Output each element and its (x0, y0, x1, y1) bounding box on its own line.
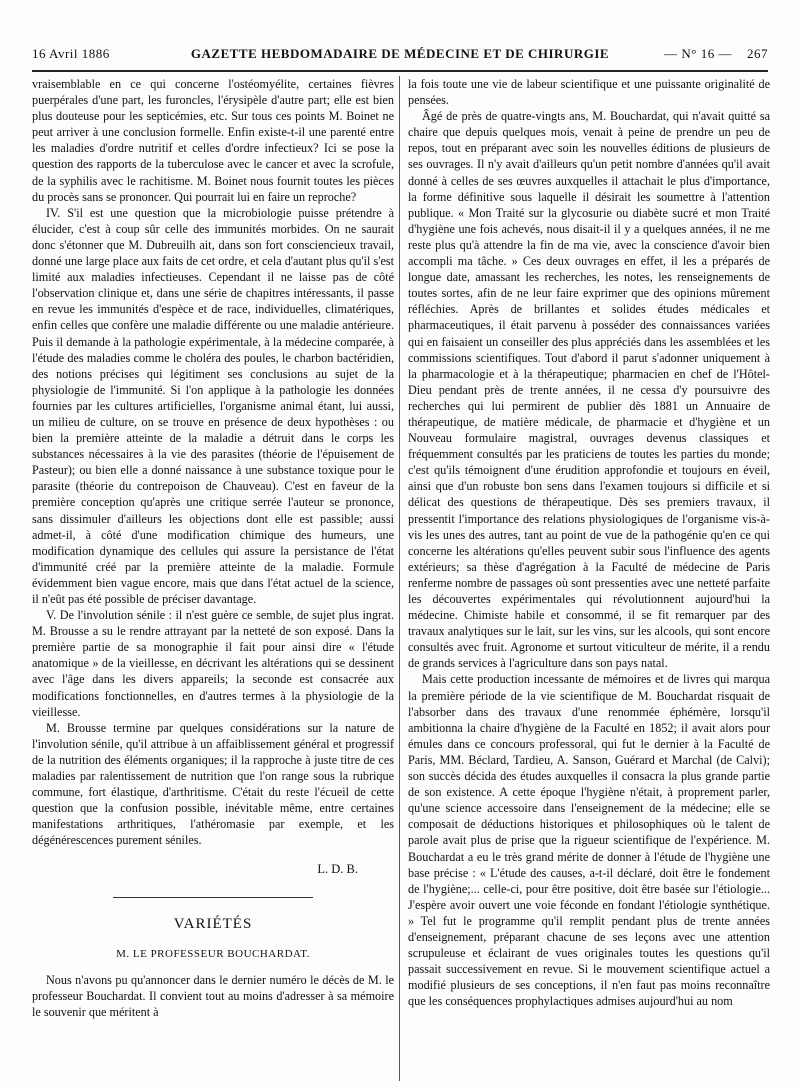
section-title: VARIÉTÉS (173, 915, 253, 932)
journal-title: GAZETTE HEBDOMADAIRE DE MÉDECINE ET DE CHIRURGIE (190, 46, 610, 61)
left-column (32, 76, 394, 1081)
page-header (32, 46, 768, 64)
issue-date: 16 Avril 1886 (32, 46, 110, 61)
header-rule (32, 70, 768, 72)
signature: L. D. B. (317, 861, 358, 876)
issue-number: — N° 16 — (664, 46, 732, 61)
right-column (408, 76, 770, 1081)
paragraph: V. De l'involution sénile : il n'est guère ce semble, de sujet plus ingrat. M. Brousse a su le rendre attrayant par la netteté de son exposé. Dans la première partie de sa monographie il fait pour ainsi dire « l'étude anatomique » de la vieillesse, en décrivant les altérations qui se dessinent avec l'âge dans les divers appareils; la seconde est consacrée aux modifications fonctionnelles, en d'autres termes à la physiologie de la vieillesse. (32, 608, 394, 719)
page-number: 267 (747, 46, 768, 61)
paragraph: la fois toute une vie de labeur scientifique et une puissante originalité de pensées. (408, 77, 770, 108)
paragraph: vraisemblable en ce qui concerne l'ostéomyélite, certaines fièvres puerpérales d'une part, les furoncles, l'érysipèle d'autre part; elle est bien plus douteuse pour les septicémies, etc. Sur tous ces points M. Boinet ne peut arriver à une conclusion formelle. Enfin existe-t-il une parenté entre les maladies d'ordre nutritif et celles d'ordre infectieux? Ici se pose la question des rapports de la tuberculose avec le cancer et avec la scrofule, de la syphilis avec le rachitisme. M. Boinet nous fournit toutes les pièces du procès sans se prononcer. Qui pourrait lui en faire un reproche? (32, 77, 394, 204)
column-divider (399, 76, 400, 1081)
paragraph: Mais cette production incessante de mémoires et de livres qui marqua la première période de la vie scientifique de M. Bouchardat risquait de l'absorber dans des travaux d'une renommée éphémère, lorsqu'il ambitionna la chaire d'hygiène de la Faculté en 1852; il avait alors pour émules dans ce concours professoral, qui fut le dernier à la Faculté de Paris, MM. Béclard, Tardieu, A. Sanson, Guérard et Marchal (de Calvi); son succès décida des études auxquelles il consacra la plus grande partie de son existence. A cette époque l'hygiène n'était, à proprement parler, qu'une science accessoire dans l'enseignement de la médecine; elle se composait de déductions historiques et philosophiques où le talent de parole avait plus de prise que la rigueur scientifique de l'expérience. M. Bouchardat a eu le très grand mérite de donner à l'étude de l'hygiène une base précise : « L'étude des causes, a-t-il déclaré, doit être le fondement de l'hygiène;... celle-ci, pour être positive, doit être basée sur l'étiologie... J'espère avoir ouvert une voie féconde en fondant l'étiologie synthétique. » Tel fut le programme qu'il remplit pendant plus de trente années d'enseignement, préparant chacune de ses leçons avec une attention scrupuleuse et éclairant de vues originales toutes les questions qu'il passait successivement en revue. Si le mouvement scientifique actuel a modifié plusieurs de ses conceptions, il n'en faut pas moins reconnaître que les conséquences prophylactiques admises aujourd'hui au nom (408, 672, 770, 1009)
section-separator (113, 897, 313, 898)
paragraph: IV. S'il est une question que la microbiologie puisse prétendre à élucider, c'est à coup sûr celle des immunités morbides. On ne saurait donc s'étonner que M. Dubreuilh ait, dans son fort consciencieux travail, donné une large place aux faits de cet ordre, et cela d'autant plus qu'il s'est limité aux maladies infectieuses. Cependant il ne laisse pas de côté l'observation clinique et, dans une série de chapitres intéressants, il passe en revue les immunités d'espèce et de race, individuelles, climatériques, enfin celles que confère une maladie différente ou une maladie antérieure. Puis il demande à la pathologie expérimentale, à la médecine comparée, à l'étude des maladies comme le choléra des poules, le charbon bactéridien, des notions précises qui légitiment ses conclusions au sujet de la physiologie de l'immunité. Si l'on applique à la pathologie les données fournies par les cultures artificielles, l'organisme animal étant, lui aussi, un milieu de culture, on se trouve en présence de deux hypothèses : ou bien la première atteinte de la maladie a détruit dans le corps les substances nécessaires à la vie des parasites (théorie de l'épuisement de Pasteur); ou bien elle a donné naissance à une substance toxique pour le parasite (théorie du contrepoison de Chauveau). C'est en faveur de la première conception qu'après une critique serrée l'auteur se prononce, sans dissimuler d'ailleurs les objections dont elle est passible; aussi admet-il, à côté d'une modification chimique des humeurs, une modification dynamique des cellules qui assure la persistance de l'état d'immunité créé par la première atteinte de la maladie. Formule évidemment bien vague encore, mais que dans l'état actuel de la science, il n'eût pas été possible de préciser davantage. (32, 205, 394, 606)
article-subheading: M. LE PROFESSEUR BOUCHARDAT. (116, 947, 310, 960)
paragraph: Âgé de près de quatre-vingts ans, M. Bouchardat, qui n'avait quitté sa chaire que depuis quelques mois, venait à peine de prendre un peu de repos, tout en préparant avec soin les nouvelles éditions de plusieurs de ses ouvrages. Il n'y avait d'ailleurs qu'un petit nombre d'années qu'il avait donné à celles de ses œuvres auxquelles il attachait le plus d'importance, la forme définitive sous laquelle il désirait les soumettre à l'attention publique. « Mon Traité sur la glycosurie ou diabète sucré et mon Traité d'hygiène une fois achevés, nous disait-il il y a quelques années, il ne me reste plus qu'à attendre la fin de ma vie, avec la conscience d'avoir bien accompli ma tâche. » Ces deux ouvrages en effet, il les a préparés de longue date, amassant les recherches, les notes, les renseignements de toutes sortes, afin de ne leur faire exprimer que des opinions mûrement réfléchies. Après de brillantes et solides études médicales et pharmaceutiques, il était parvenu à posséder des connaissances variées qui en faisaient un conseiller des plus appréciés dans les assemblées et les commissions scientifiques. Tout d'abord il parut s'adonner uniquement à la pharmacologie et à la thérapeutique; pharmacien en chef de l'Hôtel-Dieu pendant près de trente années, il ne cessa d'y poursuivre des recherches qui lui permirent de publier dès 1881 un Annuaire de thérapeutique, de matière médicale, de pharmacie et d'hygiène et un Nouveau formulaire magistral, ouvrages devenus classiques et fréquemment consultés par les praticiens de toutes les parties du monde; c'est qu'ils témoignent d'une érudition approfondie et toujours en éveil, ainsi que d'un robuste bon sens dans l'examen toujours si difficile et si délicat des questions de thérapeutique. Dès ses premiers travaux, il pressentit l'importance des relations physiologiques de l'organisme vis-à-vis les unes des autres, tant au point de vue de la pathogénie qu'en ce qui concerne les altérations qu'elles peuvent subir sous l'influence des agents extérieurs; sa thèse d'agrégation à la Faculté de médecine de Paris renferme nombre de passages où sont pressenties avec une netteté parfaite les découvertes expérimentales qui révolutionnent aujourd'hui la médecine. Chimiste habile et consommé, il se fit remarquer par des travaux analytiques sur le lait, sur les vins, sur les alcools, qui sont encore consultés avec fruit. Agronome et surtout viticulteur de mérite, il a rendu de grands services à l'agriculture dans son pays natal. (408, 109, 770, 671)
paragraph: Nous n'avons pu qu'annoncer dans le dernier numéro le décès de M. le professeur Bouchardat. Il convient tout au moins d'adresser à sa mémoire le souvenir que méritent à (32, 972, 394, 1019)
issue-and-page (664, 46, 768, 62)
paragraph: M. Brousse termine par quelques considérations sur la nature de l'involution sénile, qu'il attribue à un affaiblissement général et progressif de la nutrition des éléments organiques; il la rapproche à juste titre de ces maladies par ralentissement de nutrition que l'on range sous la rubrique commune, fort élastique, d'arthritisme. C'était du reste l'écueil de cette question que la confusion possible, inévitable même, entre certaines manifestations arthritiques, l'athéromasie par exemple, et les dégénérescences purement séniles. (32, 720, 394, 848)
